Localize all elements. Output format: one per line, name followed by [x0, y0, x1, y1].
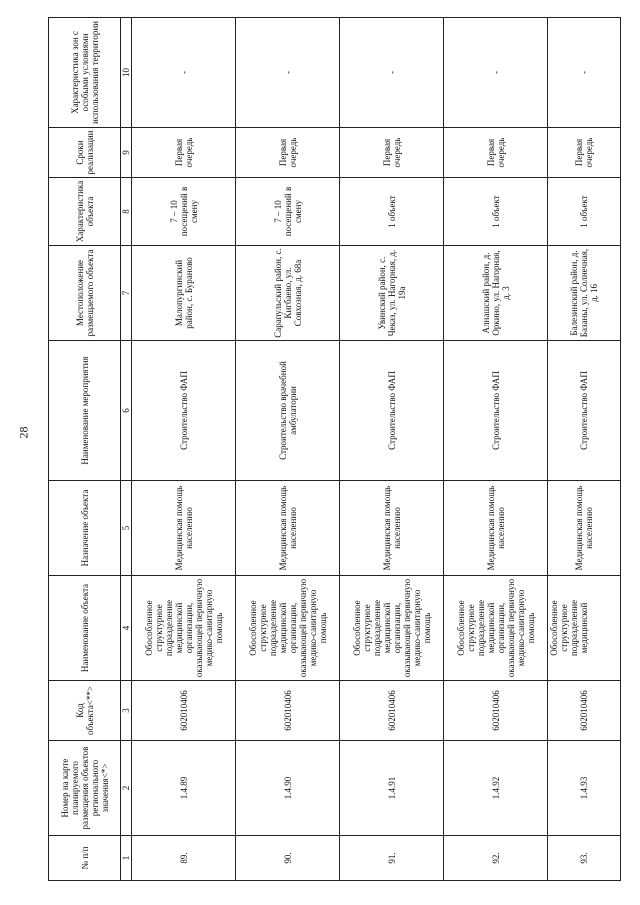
table-row — [548, 18, 621, 881]
cell-deadline: Первая очередь — [444, 128, 548, 178]
cell-characteristic: 1 объект — [444, 178, 548, 246]
cell-deadline: Первая очередь — [236, 128, 340, 178]
cell-map-number: 1.4.91 — [340, 741, 444, 836]
header-cell: Характеристика объекта — [49, 178, 121, 246]
column-number: 3 — [121, 681, 132, 741]
cell-purpose: Медицинская помощь населению — [132, 481, 236, 576]
cell-location: Сарапульский район, с. Кигбаево, ул. Совхозная, д. 68а — [236, 246, 340, 341]
cell-purpose: Медицинская помощь населению — [548, 481, 621, 576]
table-row — [236, 18, 340, 881]
cell-object-code: 602010406 — [548, 681, 621, 741]
cell-activity: Строительство ФАП — [132, 341, 236, 481]
cell-deadline: Первая очередь — [132, 128, 236, 178]
cell-object-name: Обособленное структурное подразделение медицинской организации, оказывающей первичную медико-санитарную помощь — [444, 576, 548, 681]
table-row — [132, 18, 236, 881]
cell-map-number: 1.4.90 — [236, 741, 340, 836]
data-table — [48, 17, 621, 881]
cell-zones: - — [548, 18, 621, 128]
cell-zones: - — [236, 18, 340, 128]
cell-location: Малопургинский район, с. Бураново — [132, 246, 236, 341]
cell-activity: Строительство ФАП — [340, 341, 444, 481]
column-number: 7 — [121, 246, 132, 341]
cell-object-name: Обособленное структурное подразделение медицинской организации, оказывающей первичную медико-санитарную помощь — [236, 576, 340, 681]
header-cell: Характеристика зон с особыми условиями использования территории — [49, 18, 121, 128]
header-cell: № п/п — [49, 836, 121, 881]
column-number: 8 — [121, 178, 132, 246]
cell-object-name: Обособленное структурное подразделение медицинской организации, оказывающей первичную медико-санитарную помощь — [340, 576, 444, 681]
column-number: 4 — [121, 576, 132, 681]
column-number: 6 — [121, 341, 132, 481]
cell-object-code: 602010406 — [236, 681, 340, 741]
header-cell: Назначение объекта — [49, 481, 121, 576]
cell-location: Балезинский район, д. Базаны, ул. Солнечная, д. 16 — [548, 246, 621, 341]
cell-activity: Строительство ФАП — [444, 341, 548, 481]
cell-number: 92. — [444, 836, 548, 881]
header-cell: Номер на карте планируемого размещения объектов регионального значения<*> — [49, 741, 121, 836]
column-number: 1 — [121, 836, 132, 881]
table-row — [444, 18, 548, 881]
header-cell: Наименование мероприятия — [49, 341, 121, 481]
header-row — [49, 18, 121, 881]
cell-characteristic: 7 – 10 посещений в смену — [132, 178, 236, 246]
cell-map-number: 1.4.93 — [548, 741, 621, 836]
cell-object-code: 602010406 — [444, 681, 548, 741]
cell-zones: - — [340, 18, 444, 128]
cell-characteristic: 7 – 10 посещений в смену — [236, 178, 340, 246]
cell-map-number: 1.4.89 — [132, 741, 236, 836]
cell-location: Увинский район, с. Чеказ, ул. Нагорная, д. 19а — [340, 246, 444, 341]
column-number-row — [121, 18, 132, 881]
cell-activity: Строительство врачебной амбулатории — [236, 341, 340, 481]
table-row — [340, 18, 444, 881]
cell-characteristic: 1 объект — [340, 178, 444, 246]
header-cell: Код объекта<**> — [49, 681, 121, 741]
header-cell: Местоположение размещаемого объекта — [49, 246, 121, 341]
page-number: 28 — [16, 426, 31, 439]
cell-object-code: 602010406 — [132, 681, 236, 741]
cell-characteristic: 1 объект — [548, 178, 621, 246]
cell-object-code: 602010406 — [340, 681, 444, 741]
header-cell: Сроки реализации — [49, 128, 121, 178]
column-number: 9 — [121, 128, 132, 178]
cell-deadline: Первая очередь — [340, 128, 444, 178]
cell-purpose: Медицинская помощь населению — [444, 481, 548, 576]
cell-deadline: Первая очередь — [548, 128, 621, 178]
cell-map-number: 1.4.92 — [444, 741, 548, 836]
cell-number: 89. — [132, 836, 236, 881]
column-number: 5 — [121, 481, 132, 576]
column-number: 10 — [121, 18, 132, 128]
rotated-table-container — [48, 18, 621, 881]
column-number: 2 — [121, 741, 132, 836]
header-cell: Наименование объекта — [49, 576, 121, 681]
cell-number: 90. — [236, 836, 340, 881]
cell-zones: - — [444, 18, 548, 128]
cell-location: Алнашский район, д. Оркино, ул. Нагорная, д. 3 — [444, 246, 548, 341]
cell-object-name: Обособленное структурное подразделение медицинской — [548, 576, 621, 681]
cell-number: 91. — [340, 836, 444, 881]
cell-purpose: Медицинская помощь населению — [236, 481, 340, 576]
cell-zones: - — [132, 18, 236, 128]
cell-object-name: Обособленное структурное подразделение медицинской организации, оказывающей первичную медико-санитарную помощь — [132, 576, 236, 681]
cell-activity: Строительство ФАП — [548, 341, 621, 481]
cell-purpose: Медицинская помощь населению — [340, 481, 444, 576]
cell-number: 93. — [548, 836, 621, 881]
